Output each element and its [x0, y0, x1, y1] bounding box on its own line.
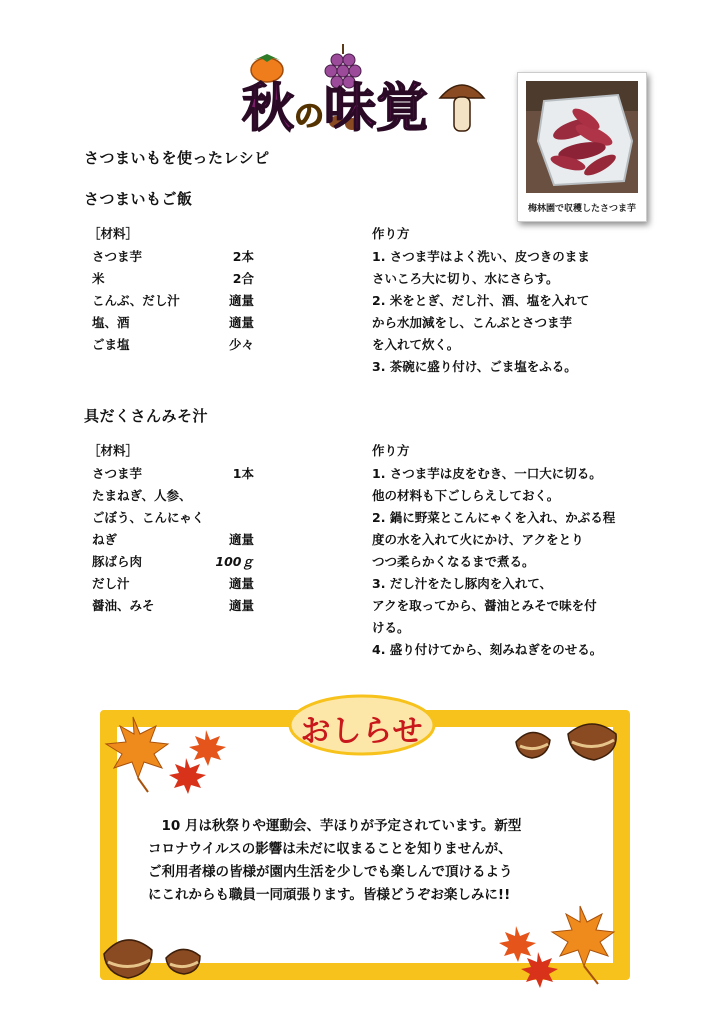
ingredient-qty: 100ｇ	[215, 554, 254, 569]
recipe-step-line: さいころ大に切り、水にさらす。	[372, 271, 559, 286]
ingredient-name: こんぶ、だし汁	[92, 293, 180, 308]
recipe-step-line: 2. 米をとぎ、だし汁、酒、塩を入れて	[372, 293, 590, 308]
maple-leaves-top-left-icon	[88, 712, 238, 797]
recipe-step-line: 1. さつま芋はよく洗い、皮つきのまま	[372, 249, 590, 264]
ingredient-name: 豚ばら肉	[92, 554, 143, 569]
ingredient-name: 醤油、みそ	[92, 598, 155, 613]
title-logo-text: 秋の味覚	[242, 79, 429, 139]
ingredient-qty: 1本	[232, 466, 254, 481]
recipe-step-line: 2. 鍋に野菜とこんにゃくを入れ、かぶる程	[372, 510, 616, 525]
notice-line: コロナウイルスの影響は未だに収まることを知りませんが、	[148, 841, 512, 857]
recipe2-title: 具だくさんみそ汁	[84, 407, 209, 425]
recipe-step-line: 3. だし汁をたし豚肉を入れて、	[372, 576, 553, 591]
sweet-potato-photo-image	[526, 81, 638, 193]
recipe-step-line: から水加減をし、こんぶとさつま芋	[372, 315, 573, 330]
recipe2-ingredients-label: ［材料］	[88, 443, 139, 458]
ingredient-qty: 適量	[228, 532, 254, 547]
ingredient-name: 塩、酒	[92, 315, 130, 330]
chestnuts-top-right-icon	[512, 712, 630, 770]
ingredient-name: 米	[92, 271, 105, 286]
notice-body	[148, 815, 588, 907]
recipe2-method-label: 作り方	[372, 443, 410, 458]
recipe-step-line: 他の材料も下ごしらえしておく。	[372, 488, 560, 503]
harvest-photo	[517, 72, 647, 222]
ingredient-qty: 適量	[228, 576, 254, 591]
ingredient-name: ねぎ	[92, 532, 118, 547]
ingredient-name: ごま塩	[92, 337, 130, 352]
recipe1-title: さつまいもご飯	[84, 190, 193, 208]
photo-caption: 梅林園で収穫したさつま芋	[527, 204, 636, 214]
recipe-step-line: 度の水を入れて火にかけ、アクをとり	[372, 532, 584, 547]
ingredient-name: だし汁	[92, 576, 130, 591]
recipe-step-line: アクを取ってから、醤油とみそで味を付	[372, 598, 597, 613]
persimmon-icon	[251, 54, 283, 82]
ingredient-qty: 少々	[228, 337, 254, 352]
chestnuts-bottom-left-icon	[100, 924, 210, 984]
recipe-step-line: を入れて炊く。	[372, 337, 460, 352]
notice-line: 10 月は秋祭りや運動会、芋ほりが予定されています。新型	[148, 818, 522, 834]
ingredient-qty: 適量	[228, 315, 254, 330]
notice-title: おしらせ	[300, 714, 424, 749]
recipe-step-line: 3. 茶碗に盛り付け、ごま塩をふる。	[372, 359, 577, 374]
mushroom-icon	[440, 85, 484, 131]
ingredient-name: たまねぎ、人参、	[92, 488, 192, 503]
ingredient-name: さつま芋	[92, 249, 143, 264]
ingredient-qty: 2合	[232, 271, 254, 286]
notice-title-badge	[288, 694, 436, 756]
page-subtitle: さつまいもを使ったレシピ	[84, 149, 270, 167]
notice-line: ご利用者様の皆様が園内生活を少しでも楽しんで頂けるよう	[148, 864, 513, 880]
recipe-step-line: 4. 盛り付けてから、刻みねぎをのせる。	[372, 642, 603, 657]
title-logo	[240, 40, 490, 140]
maple-leaves-bottom-right-icon	[494, 900, 634, 990]
notice-line: にこれからも職員一同頑張ります。皆様どうぞお楽しみに!!	[148, 887, 511, 903]
ingredient-qty: 適量	[228, 598, 254, 613]
ingredient-name: さつま芋	[92, 466, 143, 481]
recipe-step-line: 1. さつま芋は皮をむき、一口大に切る。	[372, 466, 602, 481]
ingredient-qty: 2本	[232, 249, 254, 264]
recipe-step-line: ける。	[372, 620, 410, 635]
ingredient-name: ごぼう、こんにゃく	[92, 510, 205, 525]
recipe1-ingredients-label: ［材料］	[88, 226, 139, 241]
recipe-step-line: つつ柔らかくなるまで煮る。	[372, 554, 535, 569]
ingredient-qty: 適量	[228, 293, 254, 308]
recipe1-method-label: 作り方	[372, 226, 410, 241]
